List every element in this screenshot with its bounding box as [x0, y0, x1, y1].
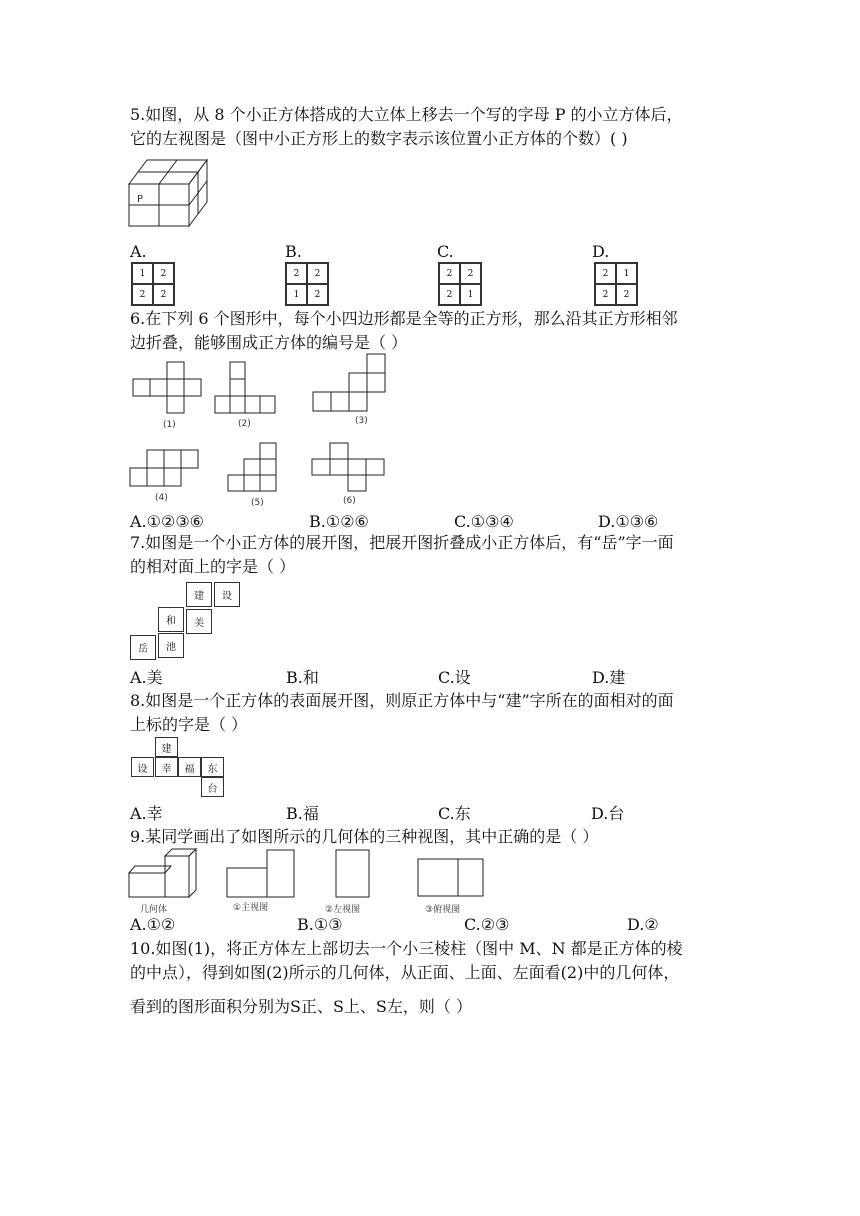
q7-net-cell: 池: [158, 633, 184, 658]
q7-net-cell: 设: [214, 582, 240, 607]
q9-solid-figure: [129, 849, 197, 901]
q8-option-d: D.台: [591, 804, 625, 823]
q5-option-d-label: D.: [592, 242, 610, 261]
q7-net-cell: 建: [186, 582, 212, 607]
grid-cell: 2: [460, 263, 481, 284]
q8-line2: 上标的字是（ ）: [130, 715, 248, 734]
q9-line1: 9.某同学画出了如图所示的几何体的三种视图，其中正确的是（ ）: [130, 827, 599, 846]
grid-cell: 2: [616, 284, 637, 305]
grid-cell: 2: [595, 284, 616, 305]
grid-cell: 2: [286, 263, 307, 284]
q8-net-cell: 台: [201, 777, 224, 797]
q8-option-c: C.东: [438, 804, 471, 823]
q7-option-d: D.建: [592, 668, 626, 687]
q5-option-b-grid: [285, 262, 329, 306]
q5-option-b-label: B.: [285, 242, 302, 261]
grid-cell: 1: [132, 263, 153, 284]
q8-net-cell: 设: [131, 757, 154, 777]
grid-cell: 2: [153, 284, 174, 305]
q7-net-cell: 岳: [130, 635, 156, 660]
q8-net-cell: 福: [178, 757, 201, 777]
grid-cell: 2: [439, 284, 460, 305]
q7-option-a: A.美: [130, 668, 163, 687]
q7-line2: 的相对面上的字是（ ）: [130, 557, 296, 576]
q5-option-c-label: C.: [437, 242, 454, 261]
q6-option-b: B.①②⑥: [309, 512, 369, 531]
q6-caption-2: (2): [238, 419, 251, 429]
grid-cell: 2: [595, 263, 616, 284]
grid-cell: 1: [286, 284, 307, 305]
q6-option-a: A.①②③⑥: [130, 512, 205, 531]
q5-option-a-label: A.: [130, 242, 147, 261]
q9-option-d: D.②: [627, 915, 659, 934]
grid-cell: 2: [132, 284, 153, 305]
q6-caption-1: (1): [163, 420, 176, 430]
q7-net-cell: 美: [186, 609, 212, 634]
q5-cube-figure: [128, 158, 208, 228]
q5-option-c-grid: [438, 262, 482, 306]
grid-cell: 1: [616, 263, 637, 284]
grid-cell: 2: [307, 263, 328, 284]
q9-caption-front: ①主视图: [233, 903, 269, 913]
q8-line1: 8.如图是一个正方体的表面展开图，则原正方体中与“建”字所在的面相对的面: [130, 691, 674, 710]
q6-caption-6: (6): [343, 496, 356, 506]
q6-option-c: C.①③④: [454, 512, 514, 531]
q6-caption-5: (5): [251, 498, 264, 508]
q6-caption-4: (4): [155, 493, 168, 503]
q5-line1: 5.如图，从 8 个小正方体搭成的大立体上移去一个写的字母 P 的小立方体后，: [130, 105, 683, 124]
q10-line2: 的中点），得到如图(2)所示的几何体，从正面、上面、左面看(2)中的几何体，: [130, 963, 680, 982]
q6-net-4: [130, 450, 198, 486]
q5-p-label: P: [137, 194, 144, 205]
q6-net-3: [313, 354, 385, 412]
q6-net-1: [133, 362, 201, 414]
q6-line1: 6.在下列 6 个图形中，每个小四边形都是全等的正方形，那么沿其正方形相邻: [130, 309, 678, 328]
grid-cell: 2: [307, 284, 328, 305]
grid-cell: 2: [153, 263, 174, 284]
q6-net-5: [228, 443, 276, 493]
q8-option-b: B.福: [286, 804, 319, 823]
q9-option-a: A.①②: [130, 915, 176, 934]
q7-option-c: C.设: [438, 668, 471, 687]
q9-left-view: [336, 850, 370, 898]
q5-option-a-grid: [131, 262, 175, 306]
q7-net-cell: 和: [158, 607, 184, 632]
q6-net-2: [215, 362, 275, 414]
q9-caption-solid: 几何体: [140, 905, 168, 915]
q9-front-view: [227, 850, 295, 898]
q7-option-b: B.和: [286, 668, 319, 687]
q5-line2: 它的左视图是（图中小正方形上的数字表示该位置小正方体的个数）( ): [130, 129, 628, 148]
q9-option-b: B.①③: [297, 915, 343, 934]
q10-line1: 10.如图(1)，将正方体左上部切去一个小三棱柱（图中 M、N 都是正方体的棱: [130, 939, 683, 958]
q8-net-cell: 建: [155, 737, 178, 757]
grid-cell: 1: [460, 284, 481, 305]
q9-caption-top: ③俯视图: [425, 905, 461, 915]
q6-net-6: [312, 443, 384, 493]
q7-line1: 7.如图是一个小正方体的展开图，把展开图折叠成小正方体后，有“岳”字一面: [130, 533, 674, 552]
q8-option-a: A.幸: [130, 804, 163, 823]
q6-caption-3: (3): [355, 416, 368, 426]
q6-option-d: D.①③⑥: [598, 512, 659, 531]
q9-caption-left: ②左视图: [325, 905, 361, 915]
q6-line2: 边折叠，能够围成正方体的编号是（ ）: [130, 333, 408, 352]
q9-option-c: C.②③: [464, 915, 510, 934]
q8-net-cell: 东: [201, 757, 224, 777]
q10-line3: 看到的图形面积分别为S正、S上、S左，则（ ）: [130, 997, 472, 1016]
q8-net-cell: 幸: [155, 757, 178, 777]
q9-top-view: [418, 859, 484, 897]
q5-option-d-grid: [594, 262, 638, 306]
grid-cell: 2: [439, 263, 460, 284]
